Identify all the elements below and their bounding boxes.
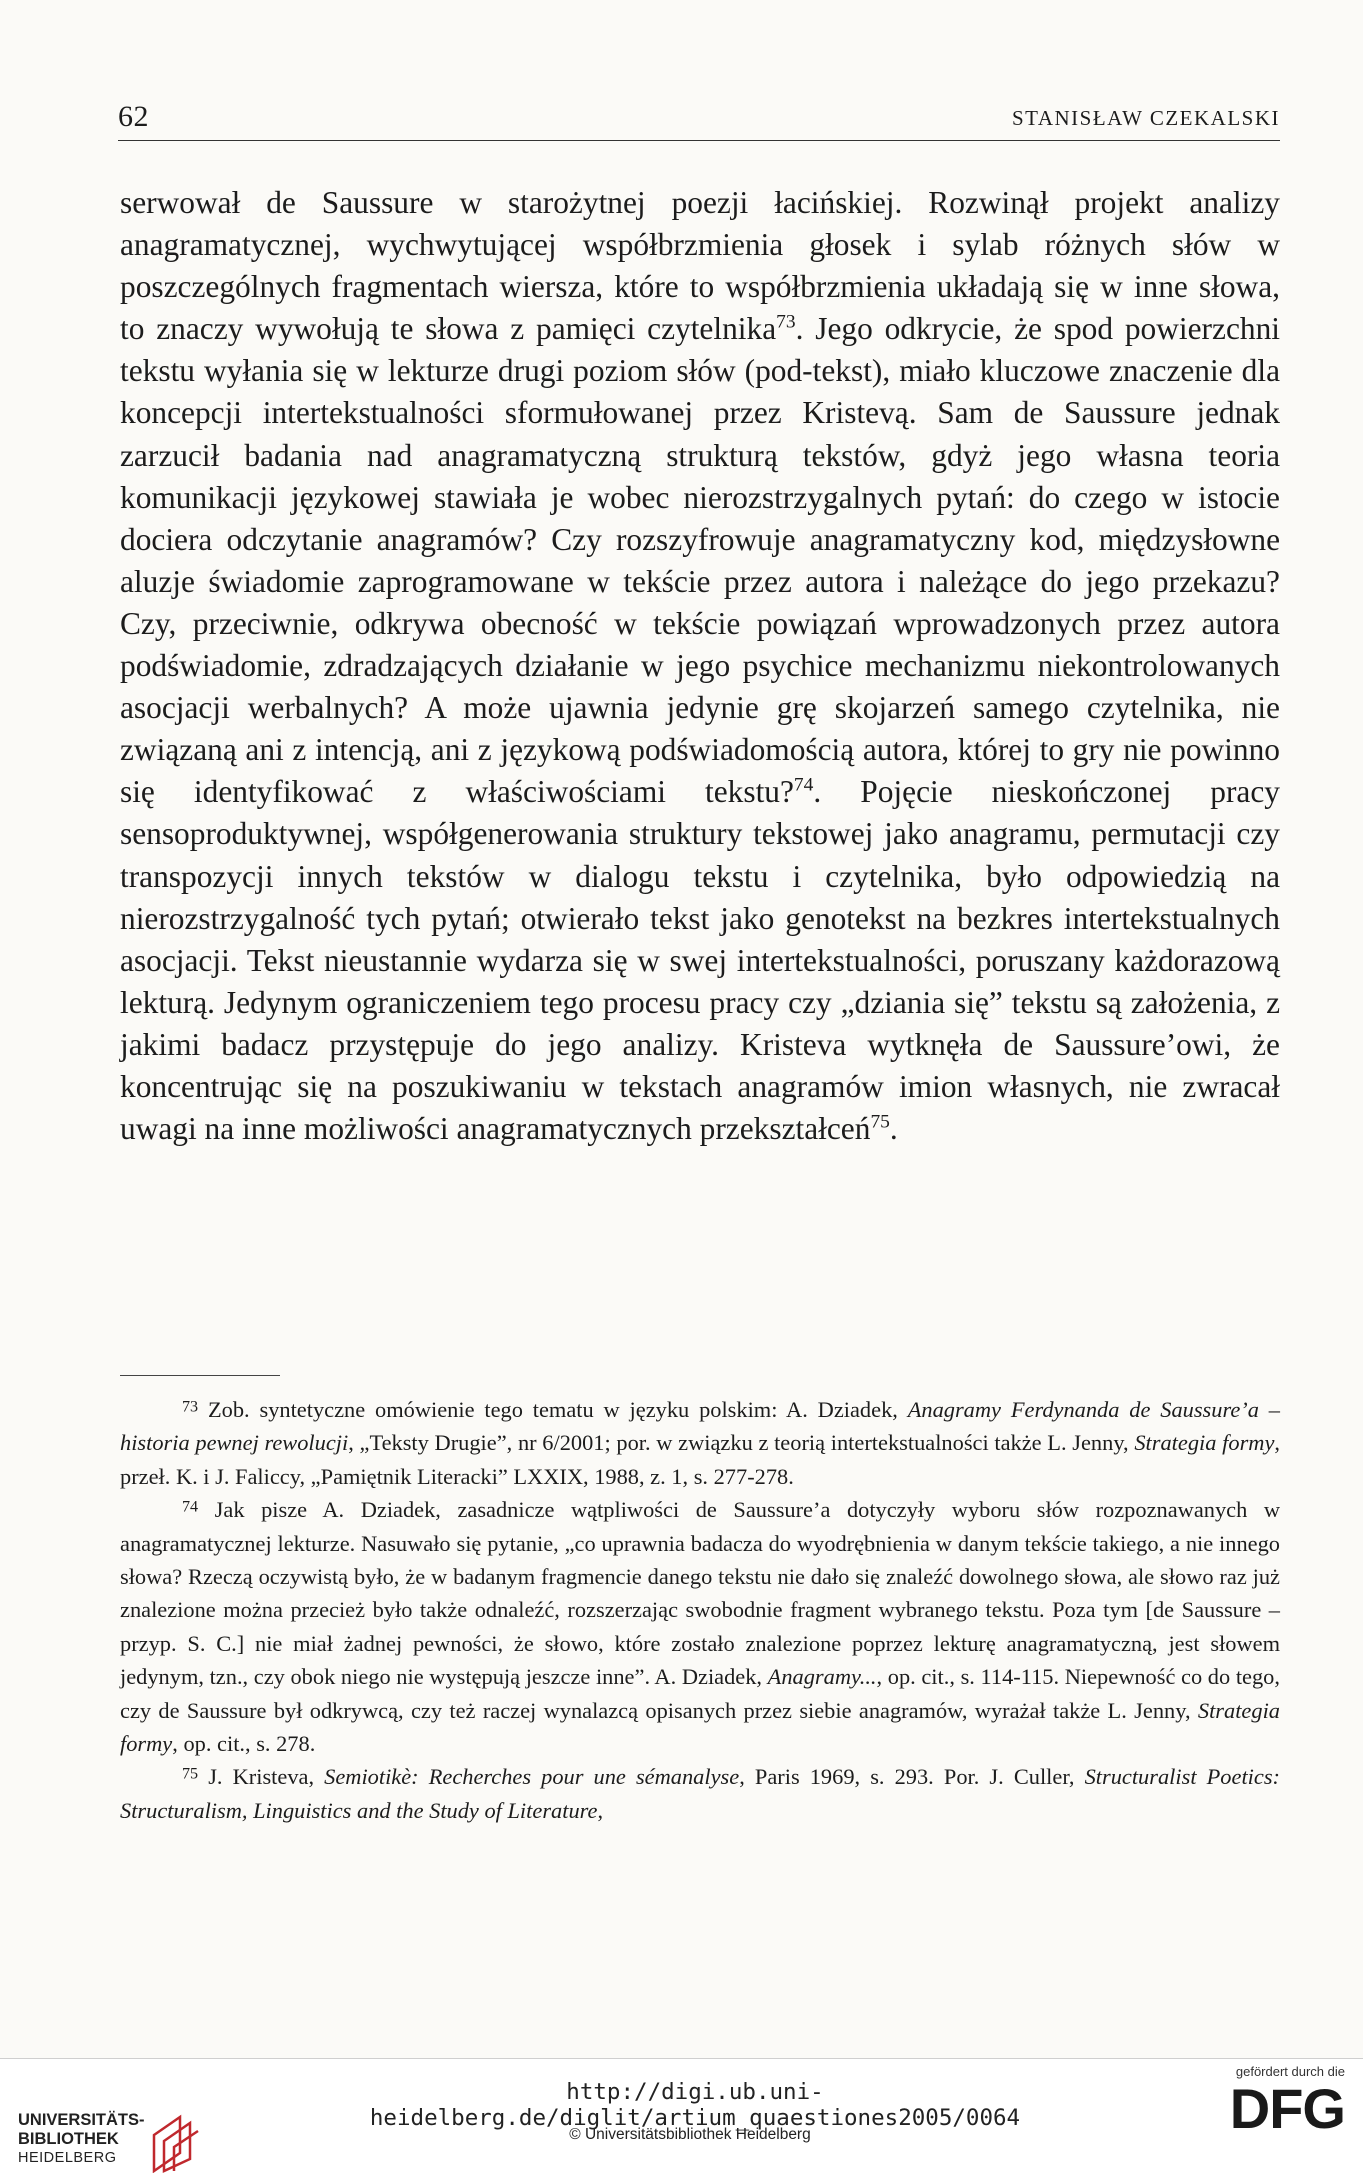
footnote-title: Anagramy Ferdynanda de Saussure’a – historia pewnej rewolucji [120, 1397, 1280, 1456]
footnote-number: 73 [182, 1398, 199, 1416]
footnote-text: , op. cit., s. 114-115. Niepewność co do tego, czy de Saussure był odkrywcą, czy też raczej wynalazcą opisanych przez siebie anagramów, wyrażał także L. Jenny, [120, 1664, 1280, 1723]
footnote-text: Jak pisze A. Dziadek, zasadnicze wątpliwości de Saussure’a dotyczyły wyboru słów rozpoznawanych w anagramatycznej lekturze. Nasuwało się pytanie, „co uprawnia badacza do wyodrębnienia w danym tekście takiego, a nie innego słowa? Rzeczą oczywistą było, że w badanym fragmencie danego tekstu nie dało się znaleźć dowolnego słowa, ale słowo raz już znalezione można przecież było także odnaleźć, rozszerzając swobodnie fragment wybranego tekstu. Poza tym [de Saussure – przyp. S. C.] nie miał żadnej pewności, że słowo, które zostało znalezione poprzez lekturę anagramatyczną, jest słowem jedynym, tzn., czy obok niego nie występują jeszcze inne”. A. Dziadek, [120, 1497, 1280, 1690]
footnote-text: , przeł. K. i J. Faliccy, „Pamiętnik Literacki” LXXIX, 1988, z. 1, s. 277-278. [120, 1430, 1280, 1489]
footnotes [120, 1393, 1280, 1827]
text-segment: . [889, 1111, 898, 1147]
footnote-text: , „Teksty Drugie”, nr 6/2001; por. w związku z teorią intertekstualności także L. Jenny, [348, 1430, 1135, 1456]
library-name-line2: BIBLIOTHEK [18, 2130, 119, 2148]
footnote-text: , Paris 1969, s. 293. Por. J. Culler, [739, 1764, 1085, 1790]
footnote-text: , [597, 1797, 604, 1823]
footnote-ref[interactable]: 75 [870, 1111, 890, 1133]
library-name-line3: HEIDELBERG [18, 2150, 117, 2166]
page-number: 62 [118, 100, 149, 133]
copyright-notice: © Universitätsbibliothek Heidelberg [569, 2126, 811, 2143]
text-segment: . Jego odkrycie, że spod powierzchni tekstu wyłania się w lekturze drugi poziom słów (pod-tekst), miało kluczowe znaczenie dla koncepcji intertekstualności sformułowanej przez Kristevą. Sam de Saussure jednak zarzucił badania nad anagramatyczną strukturą tekstów, gdyż jego własna teoria komunikacji językowej stawiała je wobec nierozstrzygalnych pytań: do czego w istocie dociera odczytanie anagramów? Czy rozszyfrowuje anagramatyczny kod, międzysłowne aluzje świadomie zaprogramowane w tekście przez autora i należące do jego przekazu? Czy, przeciwnie, odkrywa obecność w tekście powiązań wprowadzonych przez autora podświadomie, zdradzających działanie w jego psychice mechanizmu niekontrolowanych asocjacji werbalnych? A może ujawnia jedynie grę skojarzeń samego czytelnika, nie związaną ani z intencją, ani z językową podświadomością autora, której to gry nie powinno się identyfikować z właściwościami tekstu? [120, 311, 1280, 810]
text-segment: . Pojęcie nieskończonej pracy sensoproduktywnej, współgenerowania struktury tekstowej jako anagramu, permutacji czy transpozycji innych tekstów w dialogu tekstu i czytelnika, było odpowiedzią na nierozstrzygalność tych pytań; otwierało tekst jako genotekst na bezkres intertekstualnych asocjacji. Tekst nieustannie wydarza się w swej intertekstualności, poruszany każdorazową lekturą. Jedynym ograniczeniem tego procesu pracy czy „dziania się” tekstu są założenia, z jakimi badacz przystępuje do jego analizy. Kristeva wytknęła de Saussure’owi, że koncentrując się na poszukiwaniu w tekstach anagramów imion własnych, nie zwracał uwagi na inne możliwości anagramatycznych przekształceń [120, 774, 1280, 1147]
footnote-text: , op. cit., s. 278. [172, 1731, 316, 1757]
footnote-73 [120, 1393, 1280, 1493]
footnote-74 [120, 1493, 1280, 1760]
page-header [118, 96, 1280, 141]
paragraph [120, 182, 1280, 1150]
main-text [120, 182, 1280, 1150]
running-head: STANISŁAW CZEKALSKI [1012, 106, 1280, 130]
footnote-75 [120, 1760, 1280, 1827]
dfg-funding-logo[interactable] [1215, 2064, 1345, 2164]
text-segment: serwował de Saussure w starożytnej poezji łacińskiej. Rozwinął projekt analizy anagramatycznej, wychwytującej współbrzmienia głosek i sylab różnych słów w poszczególnych fragmentach wiersza, które to współbrzmienia układają się w inne słowa, to znaczy wywołują te słowa z pamięci czytelnika [120, 185, 1280, 347]
footnote-number: 74 [182, 1498, 199, 1516]
footnote-title: Strategia formy [1134, 1430, 1275, 1456]
footnote-title: Structuralist Poetics: Structuralism, Linguistics and the Study of Literature [120, 1764, 1280, 1823]
footnote-number: 75 [182, 1765, 199, 1783]
dfg-logo-text: DFG [1229, 2077, 1345, 2140]
library-name-line1: UNIVERSITÄTS- [18, 2111, 145, 2129]
library-emblem-icon [150, 2113, 202, 2173]
footnote-divider [120, 1375, 280, 1376]
footnote-title: Strategia formy [120, 1697, 1280, 1757]
footnote-ref[interactable]: 73 [776, 311, 796, 333]
footnote-text: Zob. syntetyczne omówienie tego tematu w języku polskim: A. Dziadek, [207, 1397, 908, 1422]
footnote-ref[interactable]: 74 [793, 774, 814, 796]
footnote-text: J. Kristeva, [208, 1764, 325, 1790]
permalink-url[interactable]: http://digi.ub.uni-heidelberg.de/diglit/artium_quaestiones2005/0064 [369, 2079, 1021, 2131]
footnote-title: Anagramy... [767, 1664, 877, 1690]
footnote-title: Semiotikè: Recherches pour une sémanalyse [324, 1764, 740, 1790]
library-logo[interactable] [18, 2111, 218, 2171]
funding-note: gefördert durch die [1235, 2064, 1345, 2079]
